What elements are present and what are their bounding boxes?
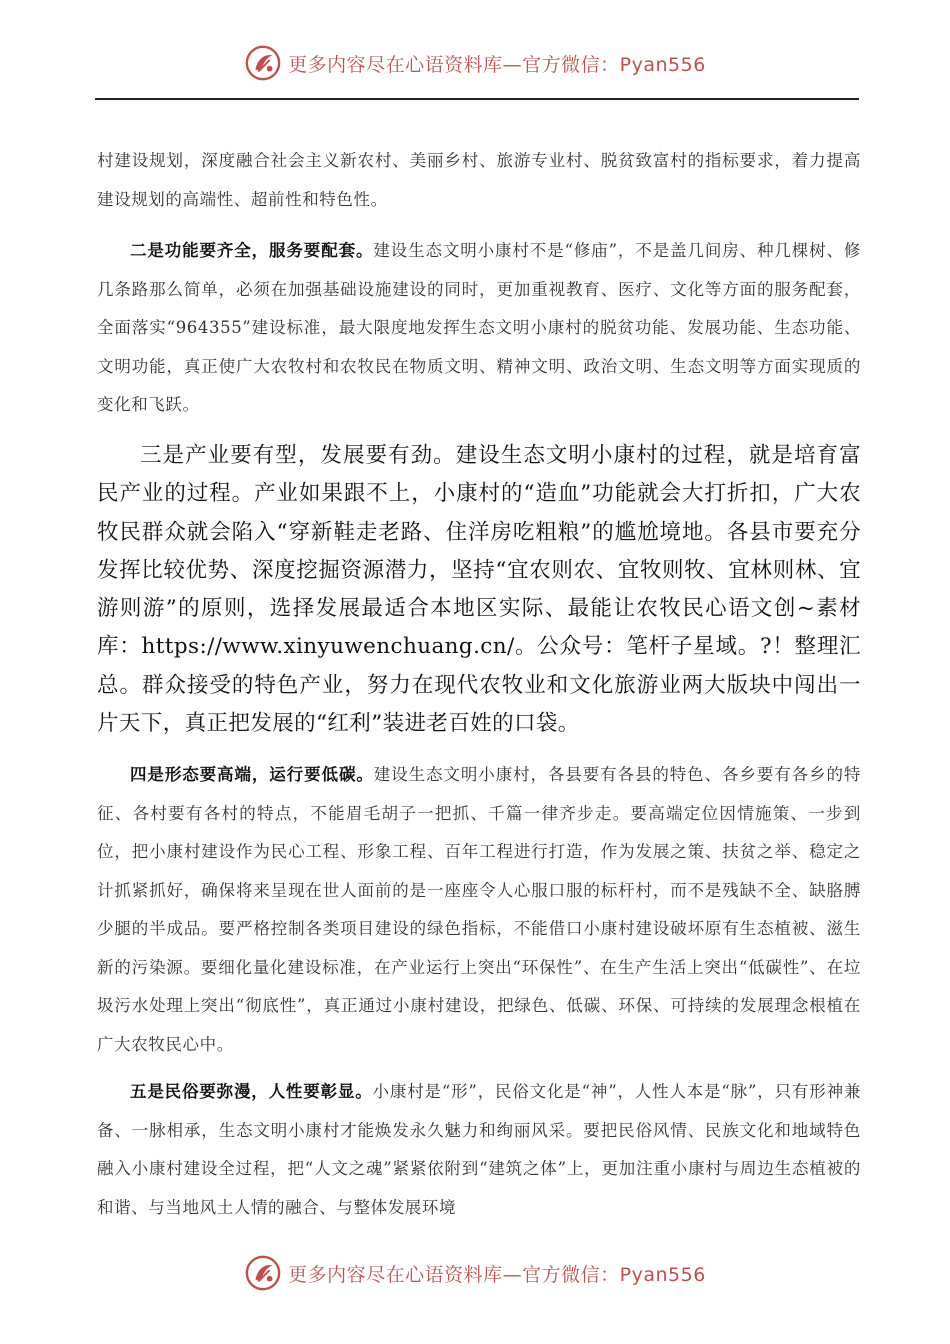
paragraph-text: 建设生态文明小康村不是“修庙”，不是盖几间房、种几棵树、修几条路那么简单，必须在加强基础设施建设的同时，更加重视教育、医疗、文化等方面的服务配套，全面落实“964355”建设标准，最大限度地发挥生态文明小康村的脱贫功能、发展功能、生态功能、文明功能，真正使广大农牧村和农牧民在物质文明、精神文明、政治文明、生态文明等方面实现质的变化和飞跃。 [97,241,861,414]
footer-text: 更多内容尽在心语资料库—官方微信：Pyan556 [288,1263,706,1286]
paragraph-text: 小康村是“形”，民俗文化是“神”，人性人本是“脉”，只有形神兼备、一脉相承，生态文明小康村才能焕发永久魅力和绚丽风采。要把民俗风情、民族文化和地域特色融入小康村建设全过程，把“人文之魂”紧紧依附到“建筑之体”上，更加注重小康村与周边生态植被的和谐、与当地风土人情的融合、与整体发展环境 [97,1082,861,1217]
paragraph-four [97,756,861,1064]
header-text: 更多内容尽在心语资料库—官方微信：Pyan556 [288,53,706,76]
seal-logo-icon [244,44,282,82]
page-footer [0,1248,950,1298]
paragraph-continuation [97,142,861,219]
paragraph-text: 三是产业要有型，发展要有劲。建设生态文明小康村的过程，就是培育富民产业的过程。产业如果跟不上，小康村的“造血”功能就会大打折扣，广大农牧民群众就会陷入“穿新鞋走老路、住洋房吃粗粮”的尴尬境地。各县市要充分发挥比较优势、深度挖掘资源潜力，坚持“宜农则农、宜牧则牧、宜林则林、宜游则游”的原则，选择发展最适合本地区实际、最能让农牧民心语文创~素材库：https://www.xinyuwenchuang.cn/。公众号：笔杆子星域。?！整理汇总。群众接受的特色产业，努力在现代农牧业和文化旅游业两大版块中闯出一片天下，真正把发展的“红利”装进老百姓的口袋。 [97,443,861,737]
paragraph-lead: 五是民俗要弥漫，人性要彰显。 [130,1082,373,1101]
footer-banner [244,1254,706,1292]
paragraph-two [97,232,861,425]
paragraph-text: 村建设规划，深度融合社会主义新农村、美丽乡村、旅游专业村、脱贫致富村的指标要求，着力提高建设规划的高端性、超前性和特色性。 [97,151,861,209]
header-divider [95,98,859,100]
seal-logo-icon [244,1254,282,1292]
paragraph-five [97,1073,861,1227]
header-banner [244,44,706,82]
paragraph-lead: 二是功能要齐全，服务要配套。 [130,241,374,260]
paragraph-text: 建设生态文明小康村，各县要有各县的特色、各乡要有各乡的特征、各村要有各村的特点，不能眉毛胡子一把抓、千篇一律齐步走。要高端定位因情施策、一步到位，把小康村建设作为民心工程、形象工程、百年工程进行打造，作为发展之策、扶贫之举、稳定之计抓紧抓好，确保将来呈现在世人面前的是一座座令人心服口服的标杆村，而不是残缺不全、缺胳膊少腿的半成品。要严格控制各类项目建设的绿色指标，不能借口小康村建设破坏原有生态植被、滋生新的污染源。要细化量化建设标准，在产业运行上突出“环保性”、在生产生活上突出“低碳性”、在垃圾污水处理上突出“彻底性”，真正通过小康村建设，把绿色、低碳、环保、可持续的发展理念根植在广大农牧民心中。 [97,765,861,1054]
page-header [0,38,950,88]
paragraph-three [97,437,861,743]
paragraph-lead: 四是形态要高端，运行要低碳。 [130,765,374,784]
